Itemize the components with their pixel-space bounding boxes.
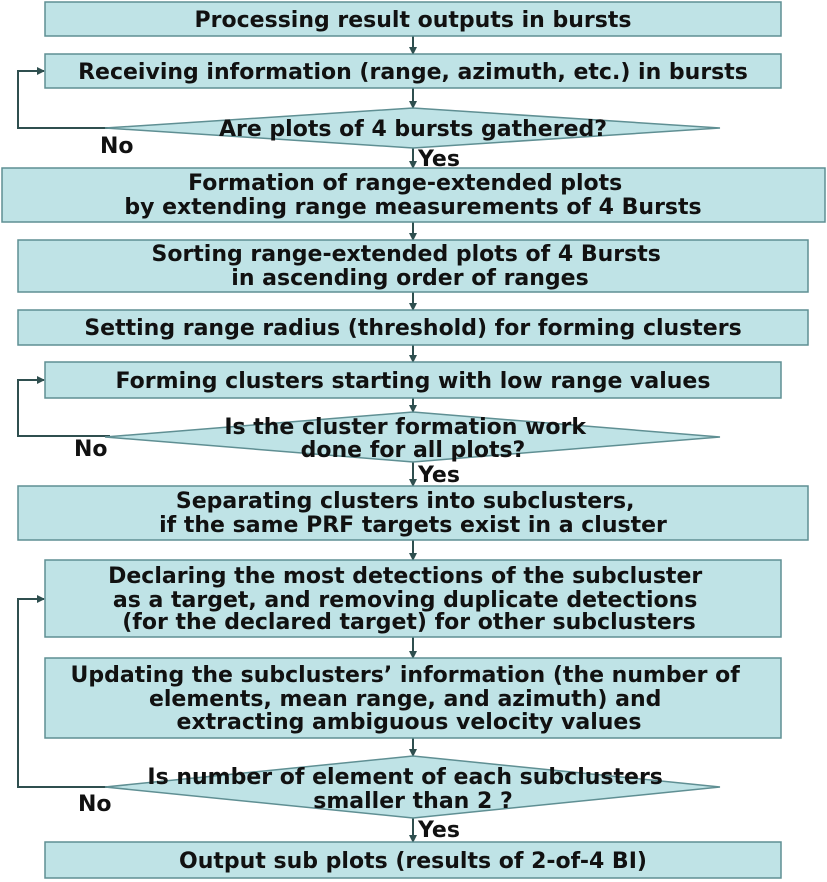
text-setting-radius: Setting range radius (threshold) for forming clusters [84, 316, 742, 341]
label-no-decision1: No [100, 134, 134, 159]
text-sorting-plots: Sorting range-extended plots of 4 Bursts in ascending order of ranges [151, 242, 661, 291]
text-decision-4-bursts: Are plots of 4 bursts gathered? [218, 117, 608, 142]
label-no-decision3: No [78, 792, 112, 817]
label-no-decision2: No [74, 437, 108, 462]
text-updating-subclusters: Updating the subclusters’ information (the number of elements, mean range, and azimuth) and extracting ambiguous velocity values [70, 663, 740, 735]
text-forming-clusters: Forming clusters starting with low range values [115, 369, 711, 394]
text-decision-element-count: Is number of element of each subclusters smaller than 2 ? [147, 765, 663, 814]
text-receiving-info: Receiving information (range, azimuth, etc.) in bursts [78, 60, 748, 85]
label-yes-decision3: Yes [418, 818, 460, 843]
text-declaring-target: Declaring the most detections of the subcluster as a target, and removing duplicate detections (for the declared target) for other subclusters [108, 564, 703, 635]
text-processing-outputs: Processing result outputs in bursts [194, 8, 632, 33]
label-yes-decision1: Yes [418, 147, 460, 172]
text-decision-cluster-done: Is the cluster formation work done for all plots? [224, 415, 587, 463]
text-separating-clusters: Separating clusters into subclusters, if the same PRF targets exist in a cluster [159, 489, 667, 538]
label-yes-decision2: Yes [418, 463, 460, 488]
text-formation-range-extended: Formation of range-extended plots by extending range measurements of 4 Bursts [124, 171, 702, 220]
text-output-sub-plots: Output sub plots (results of 2-of-4 BI) [179, 849, 647, 874]
